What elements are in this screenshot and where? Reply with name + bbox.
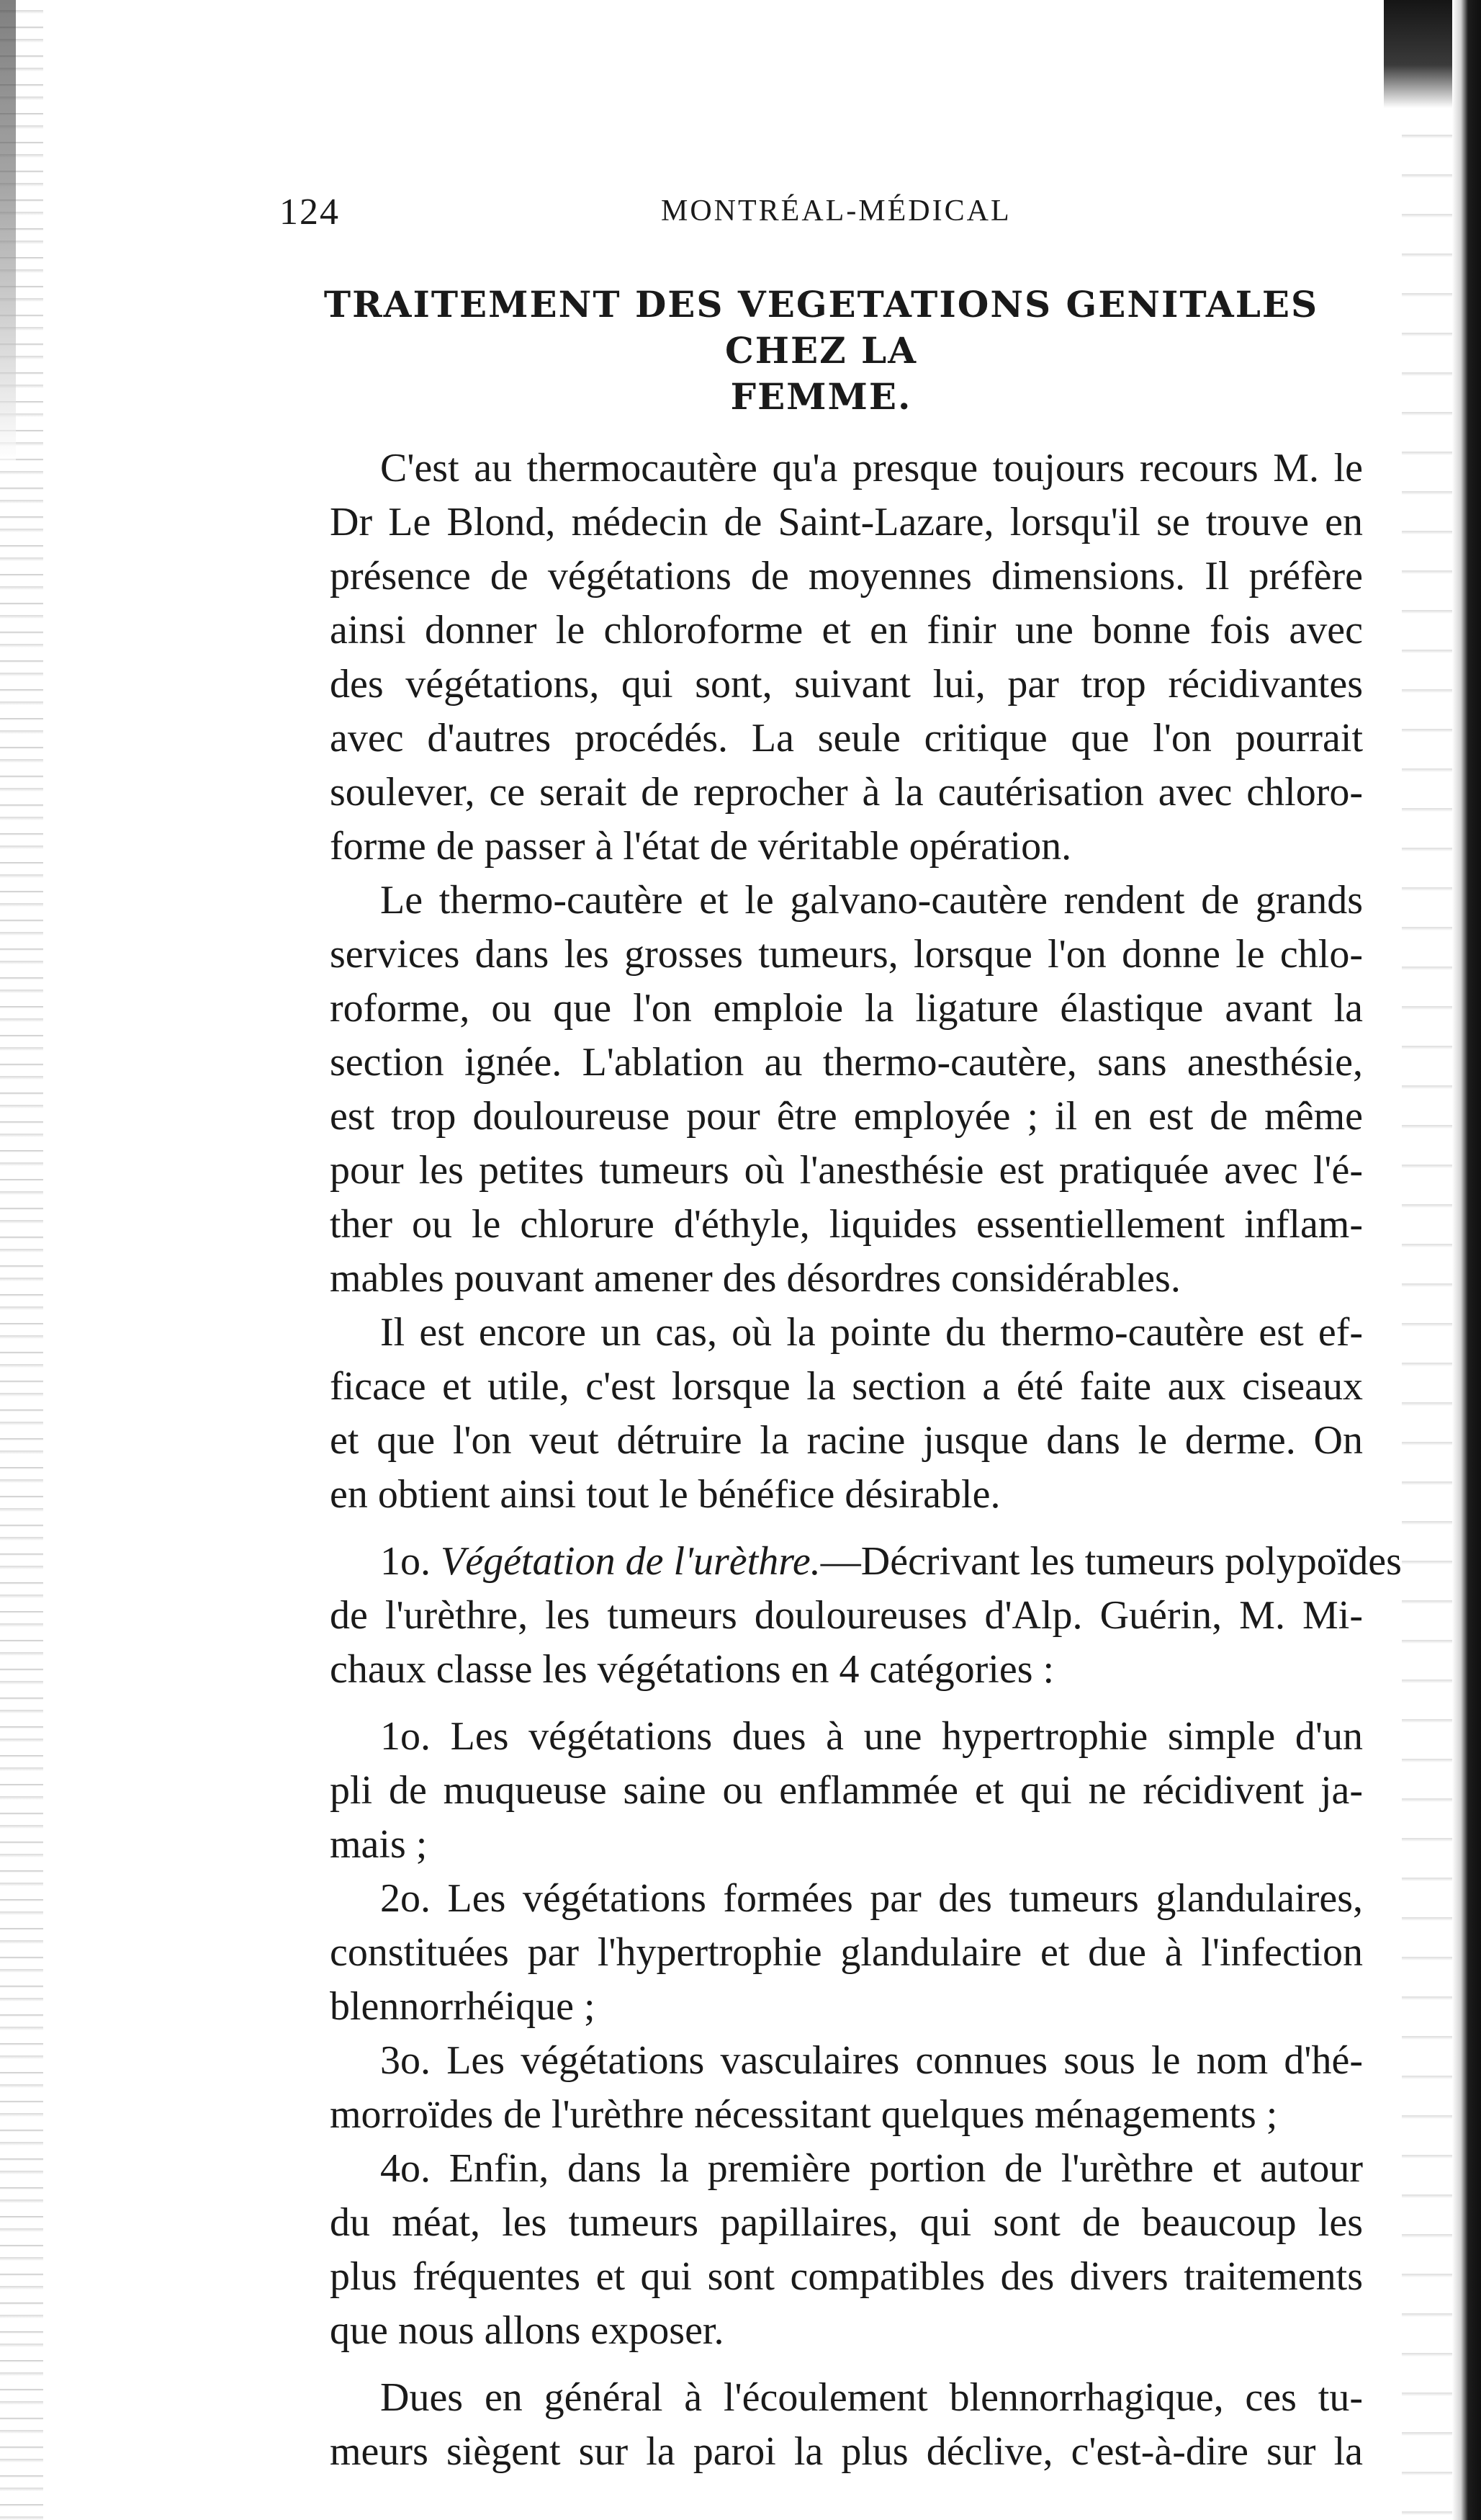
text-line: 3o. Les végétations vasculaires connues sous le nom d'hé- [380,2038,1363,2083]
text-line: 4o. Enfin, dans la première portion de l'urèthre et autour [380,2146,1363,2191]
text-line: plus fréquentes et qui sont compatibles des divers traitements [330,2254,1363,2299]
text-line: en obtient ainsi tout le bénéfice désirable. [330,1472,1001,1517]
text-line: blennorrhéique ; [330,1984,595,2029]
text-line: roforme, ou que l'on emploie la ligature élastique avant la [330,986,1363,1031]
list-item-4 [279,2142,1363,2358]
text-line: forme de passer à l'état de véritable opération. [330,824,1072,869]
text-line: chaux classe les végétations en 4 catégories : [330,1647,1055,1692]
article-title-line-1: TRAITEMENT DES VEGETATIONS GENITALES CHEZ LA [323,283,1319,372]
text-line: Le thermo-cautère et le galvano-cautère rendent de grands [380,878,1363,923]
text-line: présence de végétations de moyennes dimensions. Il préfère [330,554,1363,598]
article-title-line-2: FEMME. [730,375,912,418]
scan-right-fringe [1402,0,1452,2520]
paragraph-1 [279,441,1363,874]
page-header [279,184,1363,248]
text-line: Dues en général à l'écoulement blennorrhagique, ces tu- [380,2375,1363,2420]
paragraph-urethre [279,1535,1402,1697]
text-line: soulever, ce serait de reprocher à la cautérisation avec chloro- [330,770,1363,815]
text-line: que nous allons exposer. [330,2308,724,2353]
text-line: Dr Le Blond, médecin de Saint-Lazare, lorsqu'il se trouve en [330,500,1363,544]
text-line: Il est encore un cas, où la pointe du thermo-cautère est ef- [380,1310,1363,1355]
text-line: C'est au thermocautère qu'a presque toujours recours M. le [380,446,1363,490]
list-item-1 [279,1710,1363,1872]
text-line: est trop douloureuse pour être employée ; il en est de même [330,1094,1363,1139]
text-line: des végétations, qui sont, suivant lui, par trop récidivantes [330,662,1363,707]
page-number: 124 [279,192,340,233]
list-item-3 [279,2034,1363,2142]
section-number: 1o. [380,1539,441,1584]
scan-right-top-shadow [1384,0,1452,108]
text-line: 2o. Les végétations formées par des tumeurs glandulaires, [380,1876,1363,1921]
text-line: et que l'on veut détruire la racine jusque dans le derme. On [330,1418,1363,1463]
text-line: ainsi donner le chloroforme et en finir une bonne fois avec [330,608,1363,653]
text-line: constituées par l'hypertrophie glandulaire et due à l'infection [330,1930,1363,1975]
text-line: meurs siègent sur la paroi la plus déclive, c'est-à-dire sur la [330,2429,1363,2474]
text-line: mais ; [330,1822,428,1867]
text-line: du méat, les tumeurs papillaires, qui sont de beaucoup les [330,2200,1363,2245]
text-line: 1o. Les végétations dues à une hypertrophie simple d'un [380,1714,1363,1759]
text-line: morroïdes de l'urèthre nécessitant quelques ménagements ; [330,2092,1278,2137]
paragraph-3 [279,1306,1363,1522]
text-line: pour les petites tumeurs où l'anesthésie est pratiquée avec l'é- [330,1148,1363,1193]
running-title: MONTRÉAL-MÉDICAL [661,194,1012,228]
article-title [279,282,1363,420]
text-line: ther ou le chlorure d'éthyle, liquides essentiellement inflam- [330,1202,1363,1247]
text-line: ficace et utile, c'est lorsque la section a été faite aux ciseaux [330,1364,1363,1409]
section-heading: Végétation de l'urèthre. [441,1539,821,1584]
text-line: section ignée. L'ablation au thermo-cautère, sans anesthésie, [330,1040,1363,1085]
text-line: services dans les grosses tumeurs, lorsque l'on donne le chlo- [330,932,1363,977]
text-fragment: —Décrivant les tumeurs polypoïdes [820,1539,1402,1584]
scan-right-edge [1452,0,1481,2520]
paragraph-final [279,2371,1363,2479]
scan-left-shadow [0,0,16,461]
paragraph-2 [279,874,1363,1306]
text-line: de l'urèthre, les tumeurs douloureuses d'Alp. Guérin, M. Mi- [330,1593,1363,1638]
text-line [279,1535,1402,1589]
text-line: pli de muqueuse saine ou enflammée et qui ne récidivent ja- [330,1768,1363,1813]
text-line: avec d'autres procédés. La seule critique que l'on pourrait [330,716,1363,761]
text-line: mables pouvant amener des désordres considérables. [330,1256,1181,1301]
book-page [279,184,1402,2479]
list-item-2 [279,1872,1363,2034]
